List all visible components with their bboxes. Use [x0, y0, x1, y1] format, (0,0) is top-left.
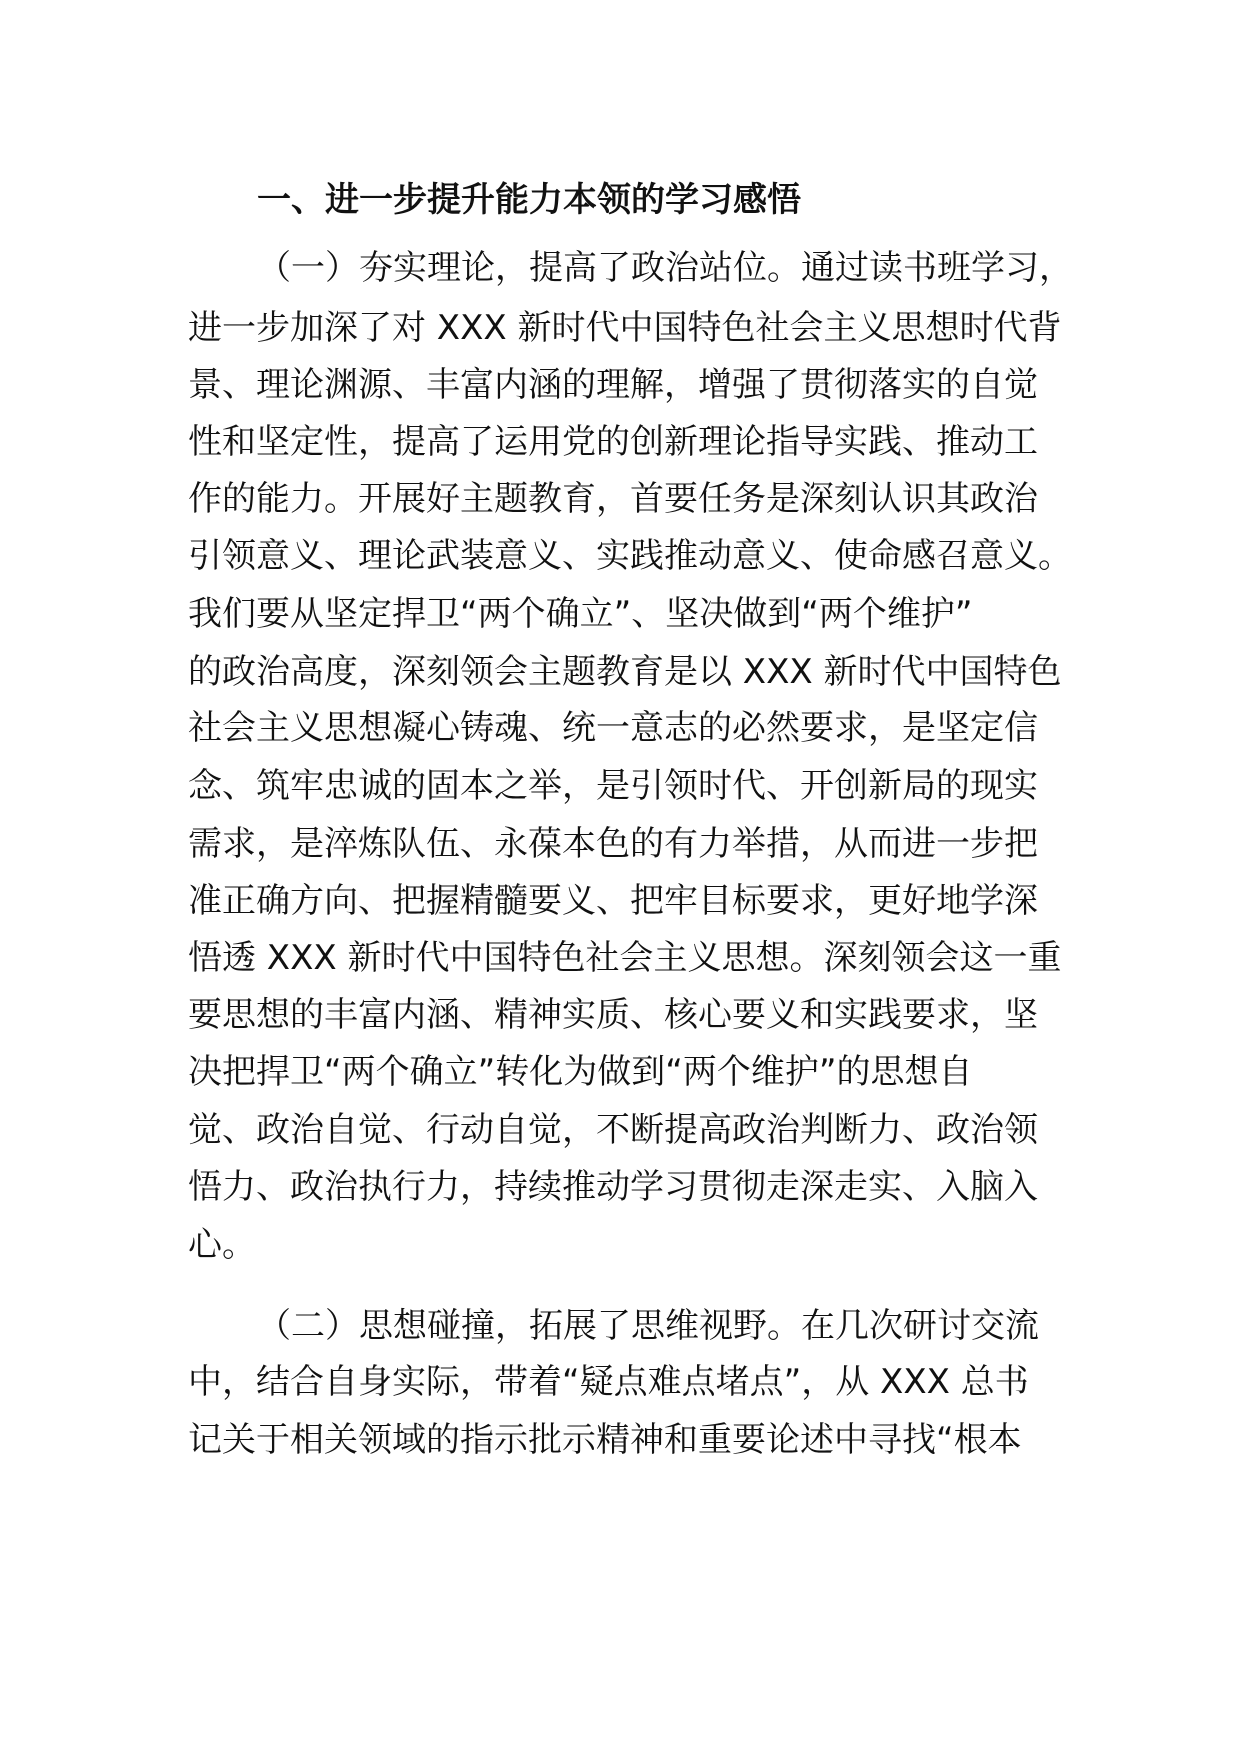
paragraph-line: 我们要从坚定捍卫“两个确立”、坚决做到“两个维护”: [188, 594, 973, 634]
paragraph-line: 觉、政治自觉、行动自觉，不断提高政治判断力、政治领: [188, 1110, 1038, 1150]
paragraph-line: 需求，是淬炼队伍、永葆本色的有力举措，从而进一步把: [188, 824, 1038, 864]
paragraph-line: 决把捍卫“两个确立”转化为做到“两个维护”的思想自: [188, 1052, 973, 1092]
paragraph-line: 悟透 XXX 新时代中国特色社会主义思想。深刻领会这一重: [188, 938, 1062, 978]
paragraph-line: 的政治高度，深刻领会主题教育是以 XXX 新时代中国特色: [188, 652, 1062, 692]
paragraph-line: 作的能力。开展好主题教育，首要任务是深刻认识其政治: [188, 479, 1038, 519]
paragraph-line: 引领意义、理论武装意义、实践推动意义、使命感召意义。: [188, 536, 1072, 576]
section-heading: 一、进一步提升能力本领的学习感悟: [257, 180, 801, 220]
paragraph-line: （一）夯实理论，提高了政治站位。通过读书班学习，: [257, 248, 1073, 288]
paragraph-line: 念、筑牢忠诚的固本之举，是引领时代、开创新局的现实: [188, 766, 1038, 806]
paragraph-line: 准正确方向、把握精髓要义、把牢目标要求，更好地学深: [188, 881, 1038, 921]
paragraph-line: 悟力、政治执行力，持续推动学习贯彻走深走实、入脑入: [188, 1167, 1038, 1207]
paragraph-line: 要思想的丰富内涵、精神实质、核心要义和实践要求，坚: [188, 995, 1038, 1035]
paragraph-line: 记关于相关领域的指示批示精神和重要论述中寻找“根本: [188, 1420, 1022, 1460]
paragraph-line: 进一步加深了对 XXX 新时代中国特色社会主义思想时代背: [188, 308, 1062, 348]
paragraph-line: 心。: [188, 1225, 256, 1265]
paragraph-line: （二）思想碰撞，拓展了思维视野。在几次研讨交流: [257, 1306, 1039, 1346]
paragraph-line: 性和坚定性，提高了运用党的创新理论指导实践、推动工: [188, 422, 1038, 462]
paragraph-line: 中，结合自身实际，带着“疑点难点堵点”，从 XXX 总书: [188, 1362, 1029, 1402]
paragraph-line: 社会主义思想凝心铸魂、统一意志的必然要求，是坚定信: [188, 708, 1038, 748]
paragraph-line: 景、理论渊源、丰富内涵的理解，增强了贯彻落实的自觉: [188, 365, 1038, 405]
